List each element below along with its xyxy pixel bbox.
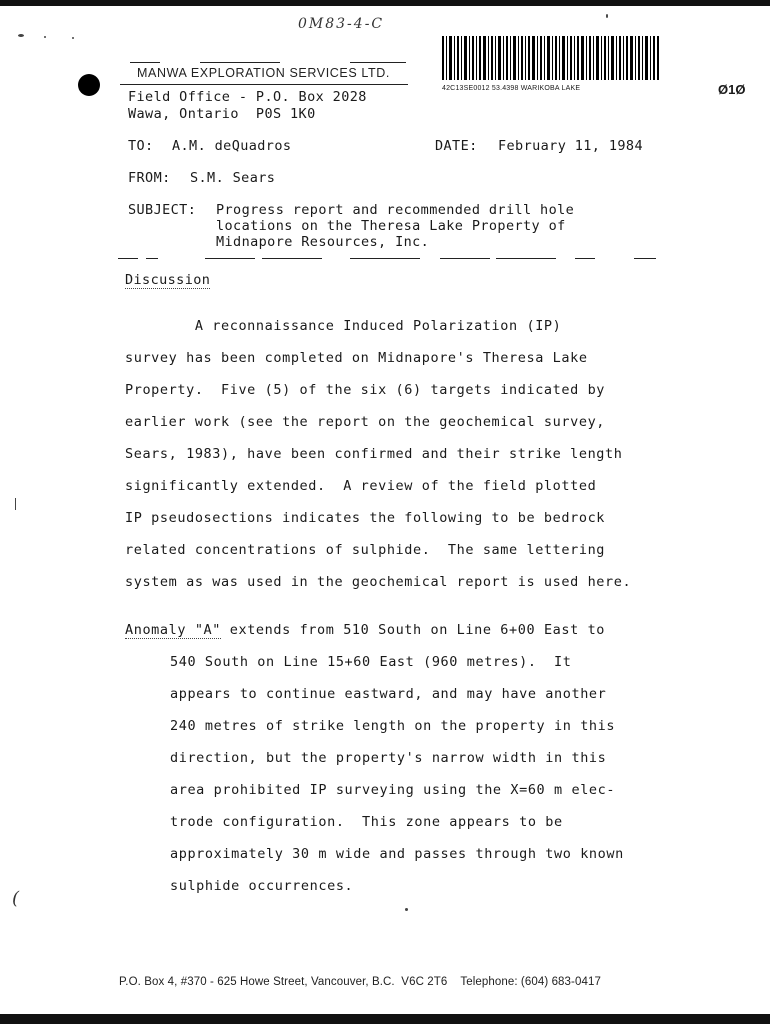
date-value: February 11, 1984 [498,138,643,154]
page-code: Ø1Ø [718,82,746,97]
discussion-heading [125,272,210,288]
separator-dash [205,258,255,259]
field-office-line: Field Office - P.O. Box 2028 [128,89,367,105]
anomaly-first-line [125,622,605,638]
anomaly-line: 540 South on Line 15+60 East (960 metres). It [170,654,572,670]
anomaly-line: approximately 30 m wide and passes through two known [170,846,624,862]
letterhead-rule [200,62,280,63]
letterhead-rule [350,62,406,63]
barcode-graphic [440,36,660,80]
paragraph-line: A reconnaissance Induced Polarization (IP) [125,318,562,334]
date-label: DATE: [435,138,478,154]
paragraph-line: Sears, 1983), have been confirmed and their strike length [125,446,623,462]
separator-dash [634,258,656,259]
scan-speck [72,37,74,39]
paragraph-line: Property. Five (5) of the six (6) targets indicated by [125,382,606,398]
scan-speck [44,36,46,38]
subject-line-1: Progress report and recommended drill hole [216,202,575,218]
handwritten-reference: 0M83-4-C [298,16,385,32]
separator-dash [146,258,158,259]
from-label: FROM: [128,170,171,186]
margin-mark: ( [12,888,20,909]
anomaly-line: appears to continue eastward, and may have another [170,686,607,702]
separator-dash [496,258,556,259]
scan-speck [15,498,16,510]
to-value: A.M. deQuadros [172,138,292,154]
paragraph-line: system as was used in the geochemical report is used here. [125,574,632,590]
separator-dash [118,258,138,259]
paragraph-line: survey has been completed on Midnapore's Theresa Lake [125,350,588,366]
scan-speck [606,14,608,18]
anomaly-line: direction, but the property's narrow width in this [170,750,607,766]
anomaly-line: sulphide occurrences. [170,878,354,894]
separator-dash [440,258,490,259]
to-label: TO: [128,138,154,154]
subject-label: SUBJECT: [128,202,197,218]
subject-line-2: locations on the Theresa Lake Property of [216,218,566,234]
anomaly-line: 240 metres of strike length on the property in this [170,718,616,734]
barcode-caption: 42C13SE0012 53.4398 WARIKOBA LAKE [442,85,581,92]
scan-speck [18,34,24,37]
letterhead-rule [130,62,160,63]
from-value: S.M. Sears [190,170,276,186]
anomaly-line: trode configuration. This zone appears to be [170,814,563,830]
company-name: MANWA EXPLORATION SERVICES LTD. [137,66,390,80]
paragraph-line: related concentrations of sulphide. The same lettering [125,542,606,558]
city-line: Wawa, Ontario P0S 1K0 [128,106,316,122]
separator-dash [350,258,420,259]
footer-address: P.O. Box 4, #370 - 625 Howe Street, Vancouver, B.C. V6C 2T6 Telephone: (604) 683-0417 [119,976,601,988]
paragraph-line: IP pseudosections indicates the following to be bedrock [125,510,606,526]
paragraph-line: earlier work (see the report on the geochemical survey, [125,414,606,430]
scan-speck [405,908,408,911]
punch-hole [78,74,100,96]
paragraph-line: significantly extended. A review of the field plotted [125,478,597,494]
separator-dash [262,258,322,259]
discussion-heading-text: Discussion [125,272,211,288]
subject-line-3: Midnapore Resources, Inc. [216,234,430,250]
scan-bottom-edge [0,1014,770,1024]
scan-top-edge [0,0,770,6]
separator-dash [575,258,595,259]
anomaly-first-line-text: extends from 510 South on Line 6+00 East to [221,622,606,638]
anomaly-label: Anomaly "A" [125,622,222,638]
letterhead-underline [120,84,408,85]
anomaly-line: area prohibited IP surveying using the X=60 m elec- [170,782,616,798]
